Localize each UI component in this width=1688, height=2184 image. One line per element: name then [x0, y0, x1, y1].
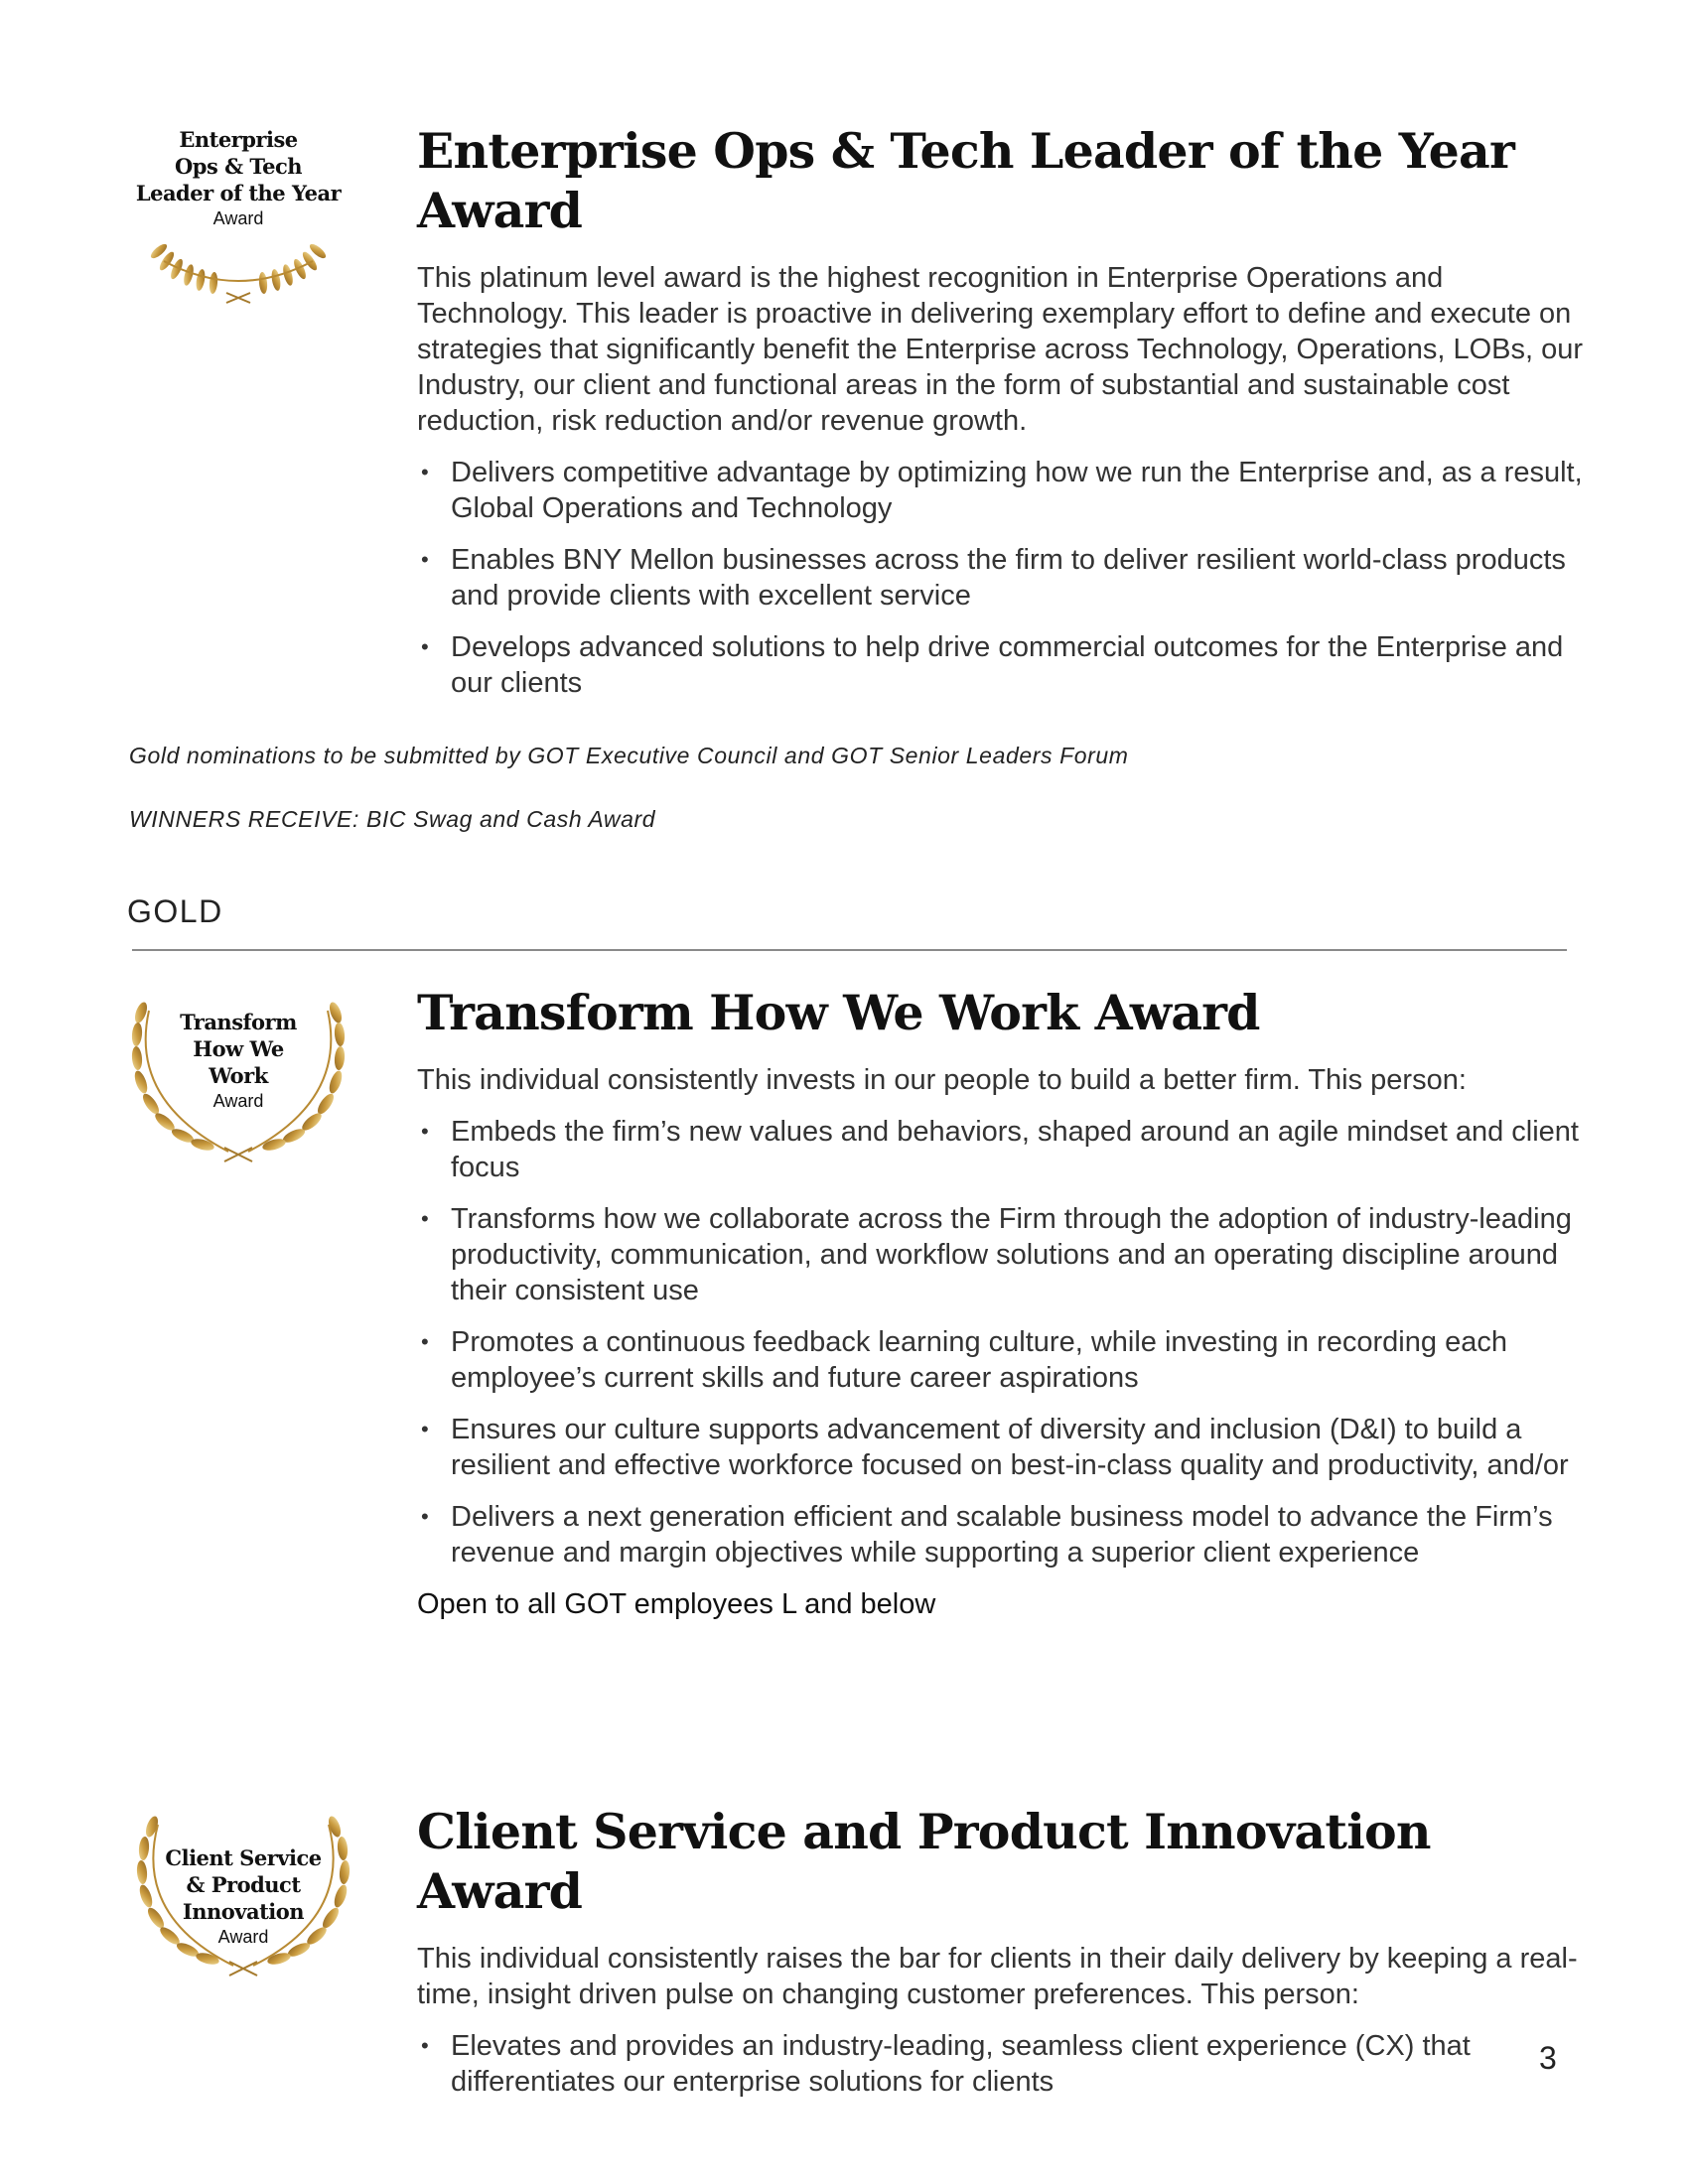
award-criteria-list — [417, 455, 1584, 701]
list-item: • Transforms how we collaborate across the Firm through the adoption of industry-leading productivity, communication, and workflow solutions and an operating discipline around their consistent use — [421, 1203, 1572, 1306]
bullet-icon: • — [421, 1206, 429, 1231]
badge-line: Innovation — [182, 1899, 305, 1924]
list-item: • Develops advanced solutions to help drive commercial outcomes for the Enterprise and our clients — [421, 631, 1564, 699]
badge-line: Leader of the Year — [135, 181, 342, 205]
bullet-icon: • — [421, 460, 429, 484]
award-description: This individual consistently raises the bar for clients in their daily delivery by keeping a real-time, insight driven pulse on changing customer preferences. This person: — [417, 1943, 1578, 2010]
list-item: • Enables BNY Mellon businesses across the firm to deliver resilient world-class products and provide clients with excellent service — [421, 544, 1566, 612]
award-badge-transform — [119, 991, 357, 1179]
winners-note: WINNERS RECEIVE: BIC Swag and Cash Award — [129, 806, 656, 832]
badge-line: Ops & Tech — [174, 154, 302, 179]
list-item: • Embeds the firm’s new values and behaviors, shaped around an agile mindset and client focus — [421, 1116, 1579, 1183]
badge-sub: Award — [217, 1927, 269, 1947]
award-criteria-list — [417, 1114, 1584, 1570]
award-badge-enterprise-ops — [119, 124, 357, 313]
bullet-icon: • — [421, 2033, 429, 2058]
award-description: This individual consistently invests in our people to build a better firm. This person: — [417, 1064, 1467, 1096]
award-description: This platinum level award is the highest recognition in Enterprise Operations and Technology. This leader is proactive in delivering exemplary effort to define and execute on strategies that significantly benefit the Enterprise across Technology, Operations, LOBs, our Industry, our client and functional areas in the form of substantial and sustainable cost reduction, risk reduction and/or revenue growth. — [417, 262, 1584, 437]
badge-line: & Product — [186, 1872, 301, 1897]
list-item: • Elevates and provides an industry-leading, seamless client experience (CX) that differentiates our enterprise solutions for clients — [421, 2030, 1471, 2098]
nominations-note: Gold nominations to be submitted by GOT Executive Council and GOT Senior Leaders Forum — [129, 743, 1129, 768]
bullet-icon: • — [421, 1329, 429, 1354]
badge-line: Work — [209, 1063, 268, 1088]
badge-sub: Award — [212, 208, 264, 228]
badge-sub: Award — [212, 1091, 264, 1111]
award-criteria-list — [417, 2028, 1584, 2100]
badge-line: Enterprise — [179, 127, 298, 152]
award-title: Enterprise Ops & Tech Leader of the Year Award — [417, 122, 1515, 239]
bullet-icon: • — [421, 1119, 429, 1144]
list-item: • Delivers competitive advantage by optimizing how we run the Enterprise and, as a result, Global Operations and Technology — [421, 457, 1583, 524]
badge-line: Transform — [180, 1010, 297, 1034]
list-item: • Ensures our culture supports advancement of diversity and inclusion (D&I) to build a resilient and effective workforce focused on best-in-class quality and productivity, and/or — [421, 1414, 1569, 1481]
award-badge-client-service — [124, 1807, 362, 1995]
page-number: 3 — [1539, 2040, 1557, 2076]
bullet-icon: • — [421, 634, 429, 659]
tier-label: GOLD — [127, 893, 223, 929]
badge-line: Client Service — [165, 1845, 322, 1870]
eligibility-note: Open to all GOT employees L and below — [417, 1588, 936, 1620]
badge-line: How We — [193, 1036, 284, 1061]
section-divider — [132, 949, 1567, 951]
bullet-icon: • — [421, 547, 429, 572]
list-item: • Promotes a continuous feedback learning culture, while investing in recording each employee’s current skills and future career aspirations — [421, 1326, 1507, 1394]
list-item: • Delivers a next generation efficient and scalable business model to advance the Firm’s revenue and margin objectives while supporting a superior client experience — [421, 1501, 1553, 1569]
bullet-icon: • — [421, 1504, 429, 1529]
award-title: Client Service and Product Innovation Award — [417, 1803, 1431, 1920]
award-title: Transform How We Work Award — [417, 984, 1260, 1041]
bullet-icon: • — [421, 1417, 429, 1441]
